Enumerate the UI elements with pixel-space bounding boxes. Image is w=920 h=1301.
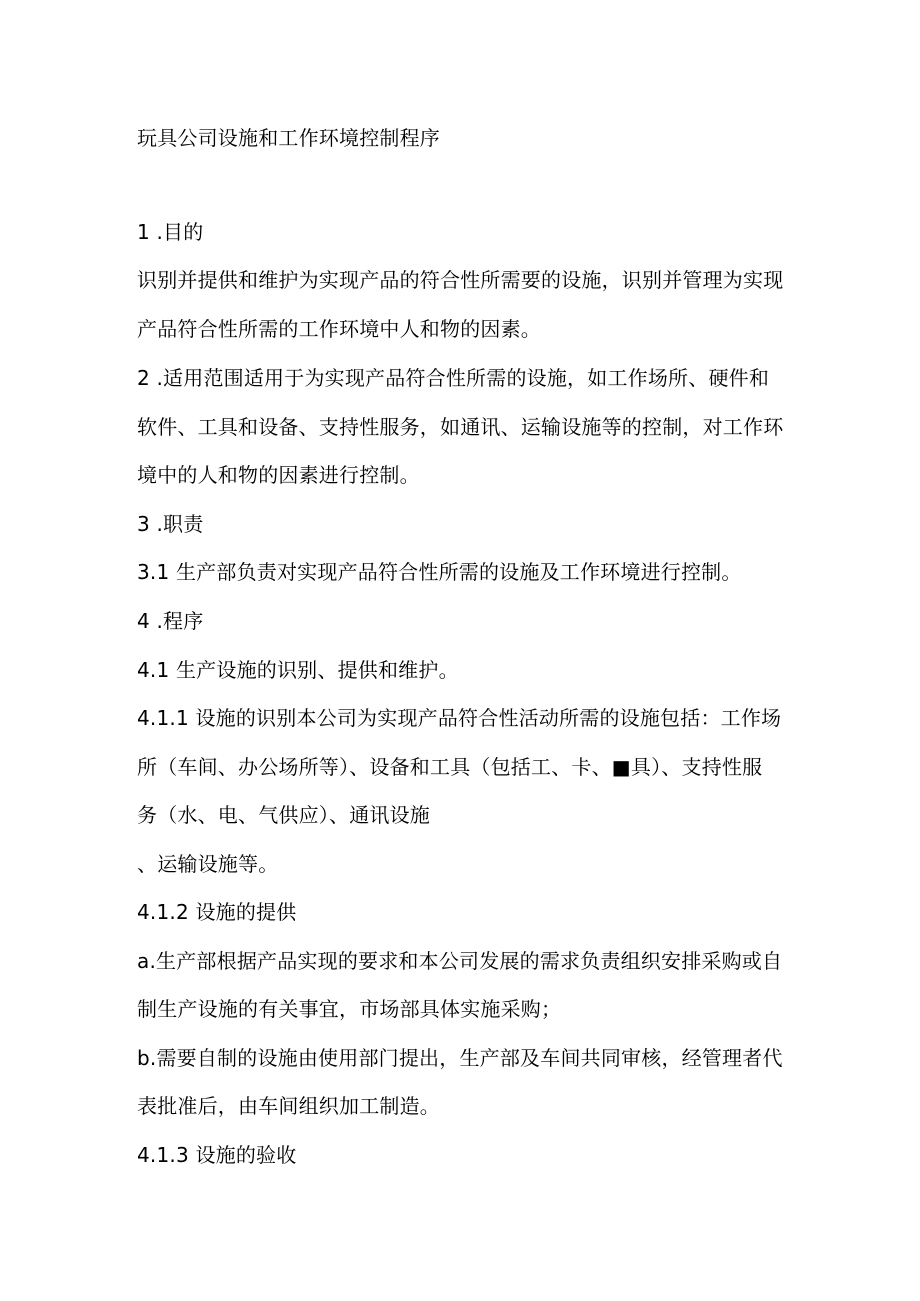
- section-3-1: 3.1 生产部负责对实现产品符合性所需的设施及工作环境进行控制。: [137, 560, 742, 584]
- section-2-line-1: 2 .适用范围适用于为实现产品符合性所需的设施，如工作场所、硬件和: [137, 366, 770, 390]
- section-1-heading: 1 .目的: [137, 220, 204, 244]
- section-4-1: 4.1 生产设施的识别、提供和维护。: [137, 658, 459, 682]
- section-4-1-1-line-3: 务（水、电、气供应）、通讯设施: [137, 803, 430, 827]
- section-4-1-1-line-1: 4.1.1 设施的识别本公司为实现产品符合性活动所需的设施包括：工作场: [137, 706, 782, 730]
- item-b-line-1: b.需要自制的设施由使用部门提出，生产部及车间共同审核，经管理者代: [137, 1046, 783, 1070]
- item-a-line-2: 制生产设施的有关事宜，市场部具体实施采购；: [137, 997, 562, 1021]
- section-4-heading: 4 .程序: [137, 609, 204, 633]
- section-4-1-1-line-2: 所（车间、办公场所等）、设备和工具（包括工、卡、■具）、支持性服: [137, 755, 763, 779]
- section-3-heading: 3 .职责: [137, 512, 204, 536]
- section-4-1-2-heading: 4.1.2 设施的提供: [137, 900, 297, 924]
- section-2-line-3: 境中的人和物的因素进行控制。: [137, 463, 420, 487]
- item-a-line-1: a.生产部根据产品实现的要求和本公司发展的需求负责组织安排采购或自: [137, 949, 783, 973]
- document-title: 玩具公司设施和工作环境控制程序: [137, 126, 440, 150]
- section-4-1-1-line-4: 、运输设施等。: [137, 852, 279, 876]
- item-b-line-2: 表批准后，由车间组织加工制造。: [137, 1094, 440, 1118]
- section-4-1-3-heading: 4.1.3 设施的验收: [137, 1143, 297, 1167]
- section-1-body-line-2: 产品符合性所需的工作环境中人和物的因素。: [137, 317, 541, 341]
- section-2-line-2: 软件、工具和设备、支持性服务，如通讯、运输设施等的控制，对工作环: [137, 415, 784, 439]
- section-1-body-line-1: 识别并提供和维护为实现产品的符合性所需要的设施，识别并管理为实现: [137, 268, 784, 292]
